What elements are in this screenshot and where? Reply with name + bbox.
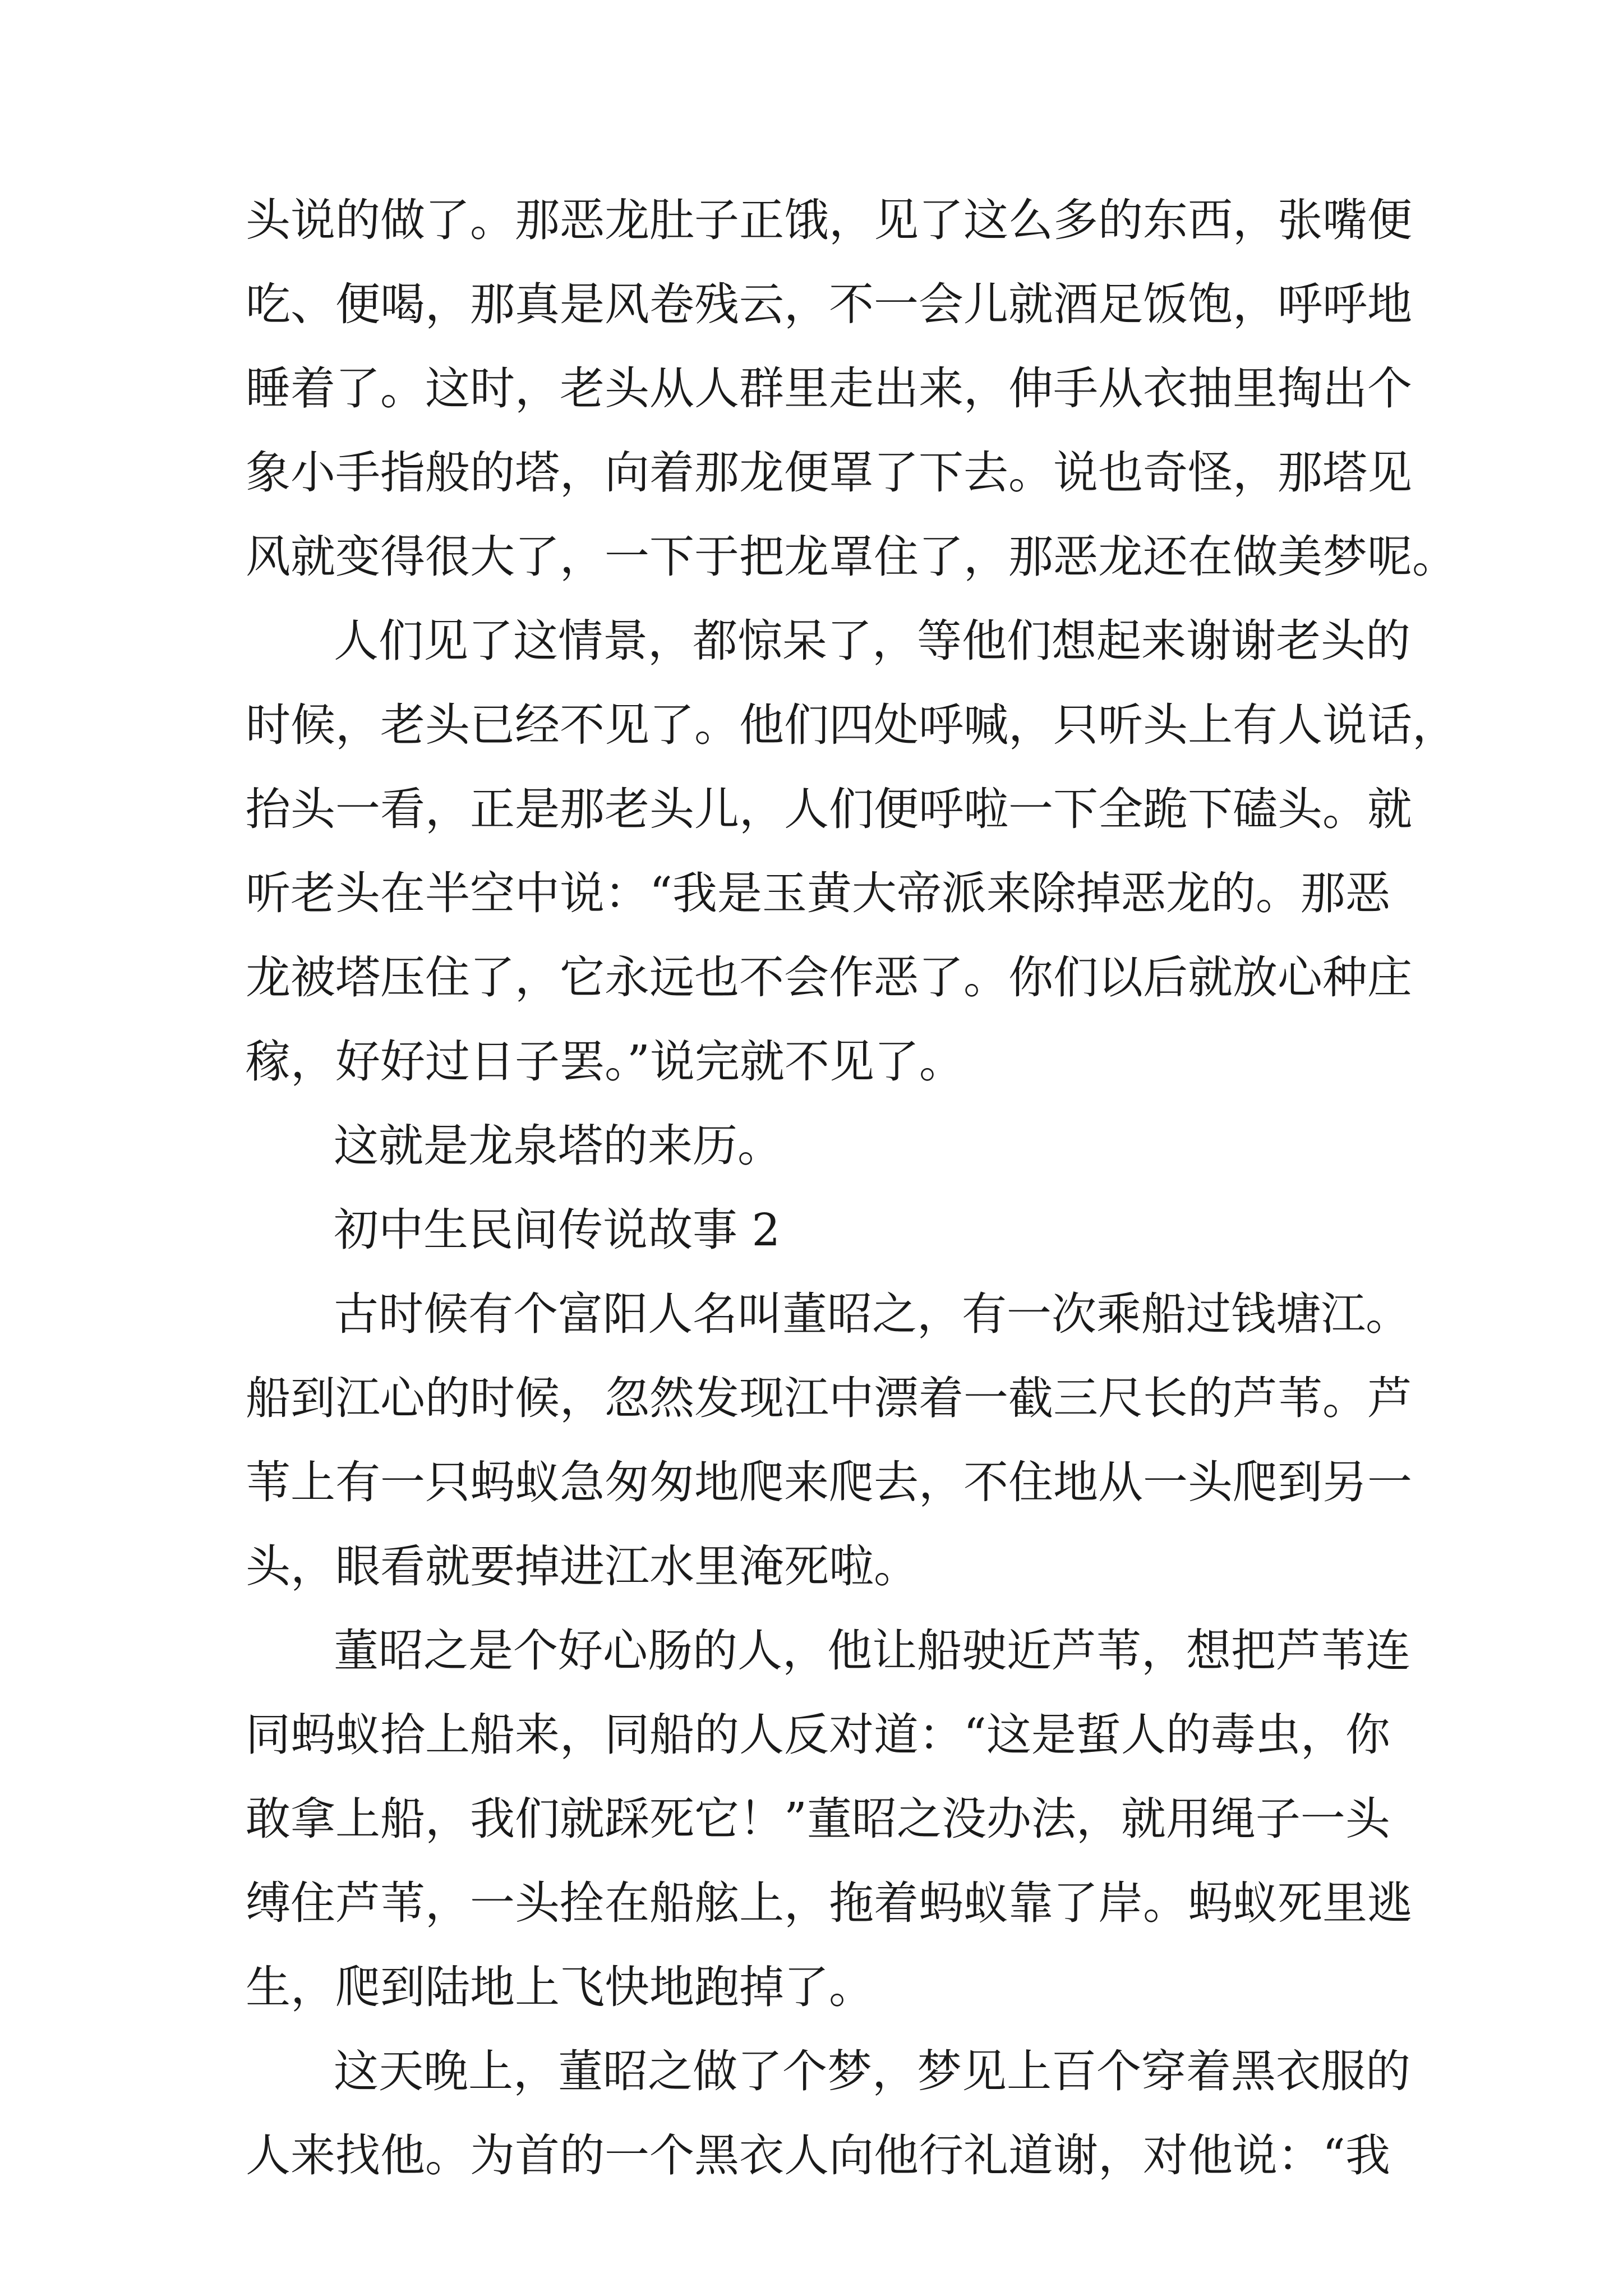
paragraph-single-line: 这就是龙泉塔的来历。: [334, 1120, 782, 1172]
text-line-24: 人来找他。为首的一个黑衣人向他行礼道谢，对他说：“我: [246, 2129, 1390, 2182]
text-line-5: 风就变得很大了，一下于把龙罩住了，那恶龙还在做美梦呢。: [246, 531, 1457, 583]
text-line-16: 苇上有一只蚂蚁急匆匆地爬来爬去，不住地从一头爬到另一: [246, 1456, 1412, 1508]
paragraph-start-line: 这天晚上，董昭之做了个梦，梦见上百个穿着黑衣服的: [334, 2045, 1410, 2097]
text-line-1: 头说的做了。那恶龙肚子正饿，见了这么多的东西，张嘴便: [246, 194, 1412, 246]
paragraph-start-line: 古时候有个富阳人名叫董昭之，有一次乘船过钱塘江。: [334, 1288, 1410, 1340]
paragraph-start-line: 董昭之是个好心肠的人，他让船驶近芦苇，想把芦苇连: [334, 1625, 1410, 1677]
paragraph-start-line: 人们见了这情景，都惊呆了，等他们想起来谢谢老头的: [334, 615, 1410, 667]
text-line-2: 吃、便喝，那真是风卷残云，不一会儿就酒足饭饱，呼呼地: [246, 278, 1412, 330]
text-line-17: 头，眼看就要掉进江水里淹死啦。: [246, 1540, 919, 1593]
text-line-8: 抬头一看，正是那老头儿，人们便呼啦一下全跪下磕头。就: [246, 783, 1412, 835]
text-line-20: 敢拿上船，我们就踩死它！”董昭之没办法，就用绳子一头: [246, 1793, 1390, 1845]
text-line-22: 生，爬到陆地上飞快地跑掉了。: [246, 1961, 874, 2013]
text-line-15: 船到江心的时候，忽然发现江中漂着一截三尺长的芦苇。芦: [246, 1372, 1412, 1424]
text-line-7: 时候，老头已经不见了。他们四处呼喊，只听头上有人说话，: [246, 699, 1457, 751]
text-line-11: 稼，好好过日子罢。”说完就不见了。: [246, 1036, 964, 1088]
text-line-4: 象小手指般的塔，向着那龙便罩了下去。说也奇怪，那塔见: [246, 447, 1412, 499]
text-line-21: 缚住芦苇，一头拴在船舷上，拖着蚂蚁靠了岸。蚂蚁死里逃: [246, 1877, 1412, 1929]
text-line-10: 龙被塔压住了，它永远也不会作恶了。你们以后就放心种庄: [246, 951, 1412, 1004]
text-line-19: 同蚂蚁拾上船来，同船的人反对道：“这是蜇人的毒虫，你: [246, 1709, 1390, 1761]
text-line-9: 听老头在半空中说：“我是玉黄大帝派来除掉恶龙的。那恶: [246, 867, 1390, 919]
section-heading: 初中生民间传说故事 2: [334, 1204, 781, 1256]
text-line-3: 睡着了。这时，老头从人群里走出来，伸手从衣抽里掏出个: [246, 362, 1412, 415]
